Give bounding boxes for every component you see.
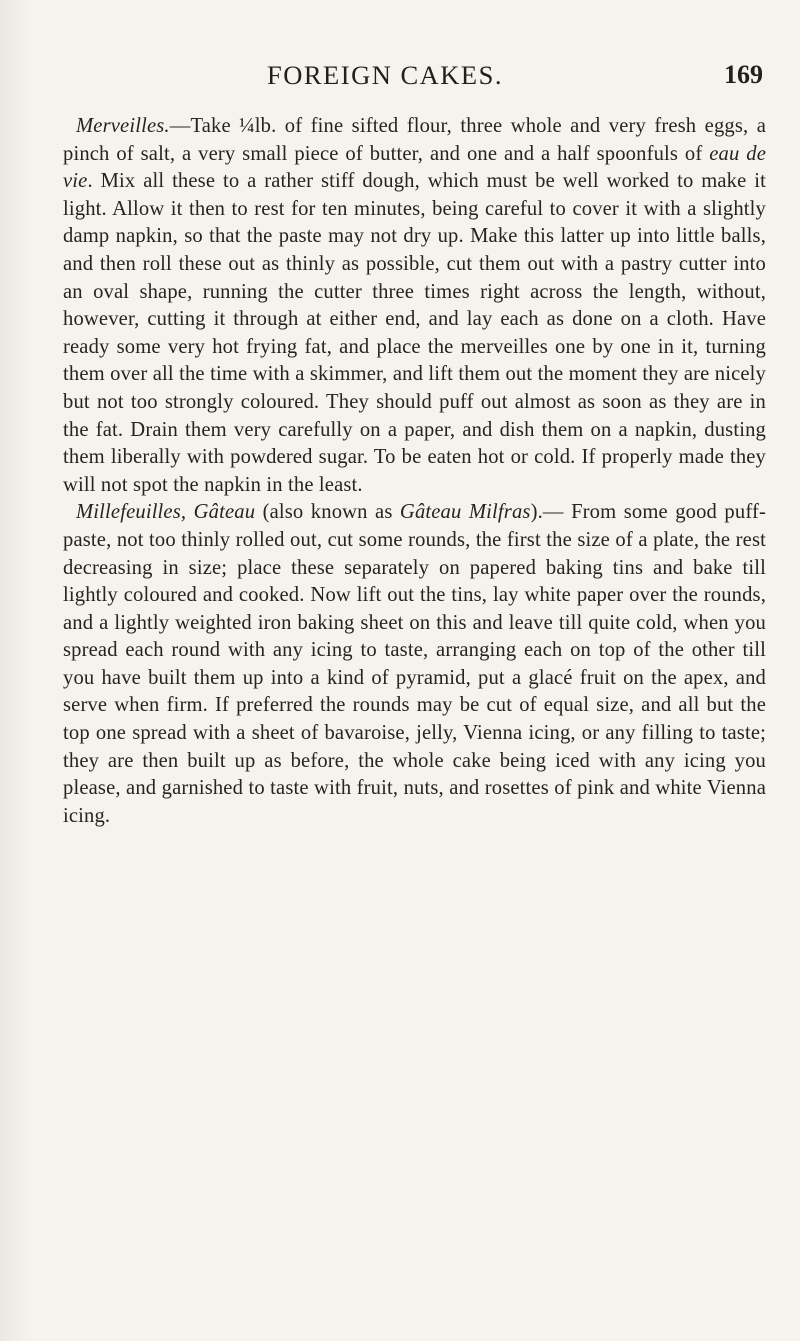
recipe-body: — From some good puff-paste, not too thinly rolled out, cut some rounds, the first the size of a plate, the rest decreasing in size; place these separately on papered baking tins and bake till lightly coloured and cooked. Now lift out the tins, lay white paper over the rounds, and a lightly weighted iron baking sheet on this and leave till quite cold, when you spread each round with any icing to taste, arranging each on top of the other till you have built them up into a kind of pyramid, put a glacé fruit on the apex, and serve when firm. If preferred the rounds may be cut of equal size, and all but the top one spread with a sheet of bavaroise, jelly, Vienna icing, or any filling to taste; they are then built up as before, the whole cake being iced with any icing you please, and garnished to taste with fruit, nuts, and rosettes of pink and white Vienna icing. bbox=[63, 501, 766, 827]
recipe-title: Millefeuilles, Gâteau bbox=[76, 501, 256, 524]
recipe-aka-suffix: ). bbox=[530, 501, 543, 524]
page-edge-shadow bbox=[0, 0, 30, 1341]
recipe-millefeuilles bbox=[63, 499, 766, 830]
recipe-text bbox=[63, 113, 766, 830]
foreign-term: eau de vie bbox=[63, 142, 766, 193]
running-head bbox=[0, 60, 800, 100]
recipe-aka-prefix: (also known as bbox=[255, 501, 400, 524]
recipe-body: —Take ¼lb. of fine sifted flour, three whole and very fresh eggs, a pinch of salt, a very small piece of butter, and one and a half spoonfuls of bbox=[63, 115, 766, 165]
recipe-merveilles bbox=[63, 113, 766, 499]
recipe-title: Merveilles. bbox=[76, 115, 170, 137]
recipe-body-continued: . Mix all these to a rather stiff dough, which must be well worked to make it light. Allow it then to rest for ten minutes, being careful to cover it with a slightly damp napkin, so that the paste may not dry up. Make this latter up into little balls, and then roll these out as thinly as possible, cut them out with a pastry cutter into an oval shape, running the cutter three times right across the length, without, however, cutting it through at either end, and lay each as done on a cloth. Have ready some very hot frying fat, and place the merveilles one by one in it, turning them over all the time with a skimmer, and lift them out the moment they are nicely but not too strongly coloured. They should puff out almost as soon as they are in the fat. Drain them very carefully on a paper, and dish them on a napkin, dusting them liberally with powdered sugar. To be eaten hot or cold. If properly made they will not spot the napkin in the least. bbox=[63, 170, 766, 496]
page-number: 169 bbox=[724, 60, 763, 89]
recipe-alternate-name: Gâteau Milfras bbox=[399, 501, 531, 524]
running-title: FOREIGN CAKES. bbox=[267, 60, 503, 90]
